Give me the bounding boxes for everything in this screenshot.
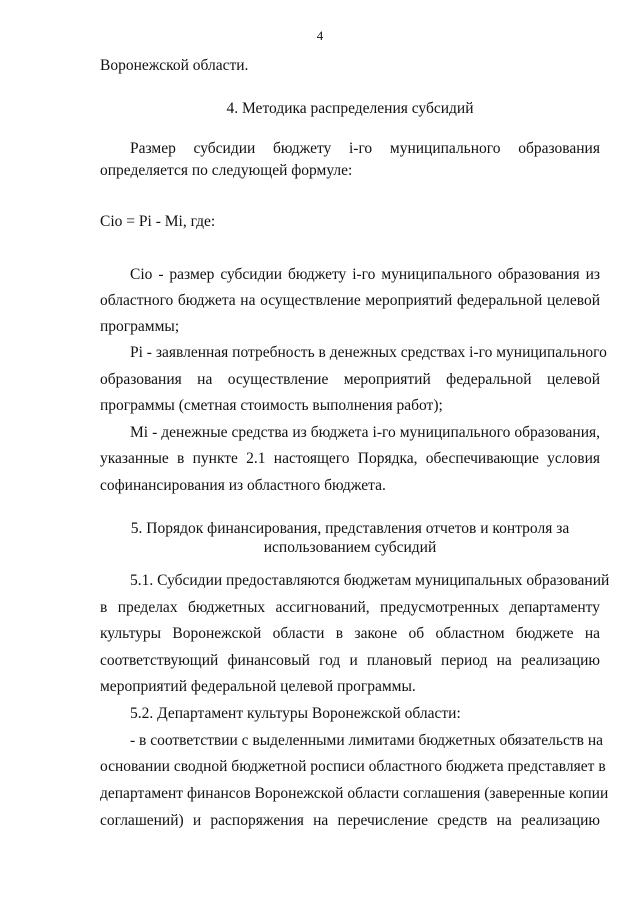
p51-line3: культуры Воронежской области в законе об областном бюджете на	[100, 625, 600, 642]
section5-heading-line2: использованием субсидий	[263, 539, 437, 556]
p51-line5: мероприятий федеральной целевой программы.	[100, 678, 416, 695]
def2-line3: программы (сметная стоимость выполнения работ);	[100, 397, 443, 414]
p52a-line4: соглашений) и распоряжения на перечисление средств на реализацию	[100, 812, 600, 829]
def3-line1: Mi - денежные средства из бюджета i-го муниципального образования,	[130, 424, 600, 441]
def1-line1: Cio - размер субсидии бюджету i-го муниципального образования из	[130, 266, 600, 283]
def2-line1: Pi - заявленная потребность в денежных средствах i-го муниципального	[130, 344, 607, 361]
def1-line2: областного бюджета на осуществление мероприятий федеральной целевой	[100, 292, 600, 309]
def2-line2: образования на осуществление мероприятий федеральной целевой	[100, 371, 600, 388]
p52a-line3: департамент финансов Воронежской области соглашения (заверенные копии	[100, 785, 609, 802]
p51-line4: соответствующий финансовый год и плановый период на реализацию	[100, 652, 600, 669]
p52a-line2: основании сводной бюджетной росписи областного бюджета представляет в	[100, 758, 606, 775]
p52-line1: 5.2. Департамент культуры Воронежской области:	[130, 705, 461, 722]
intro-line: Воронежской области.	[100, 57, 249, 74]
def3-line3: софинансирования из областного бюджета.	[100, 477, 386, 494]
section4-heading: 4. Методика распределения субсидий	[226, 100, 474, 117]
section4-p1-line1: Размер субсидии бюджету i-го муниципального образования	[130, 140, 600, 157]
def1-line3: программы;	[100, 318, 180, 335]
section5-heading-line1: 5. Порядок финансирования, представления отчетов и контроля за	[130, 520, 570, 537]
section4-p1-line2: определяется по следующей формуле:	[100, 162, 353, 179]
p51-line1: 5.1. Субсидии предоставляются бюджетам муниципальных образований	[130, 572, 610, 589]
p52a-line1: - в соответствии с выделенными лимитами бюджетных обязательств на	[130, 732, 604, 749]
formula: Cio = Pi - Mi, где:	[100, 213, 216, 230]
page-number: 4	[316, 28, 324, 43]
def3-line2: указанные в пункте 2.1 настоящего Порядка, обеспечивающие условия	[100, 450, 600, 467]
p51-line2: в пределах бюджетных ассигнований, предусмотренных департаменту	[100, 599, 600, 616]
